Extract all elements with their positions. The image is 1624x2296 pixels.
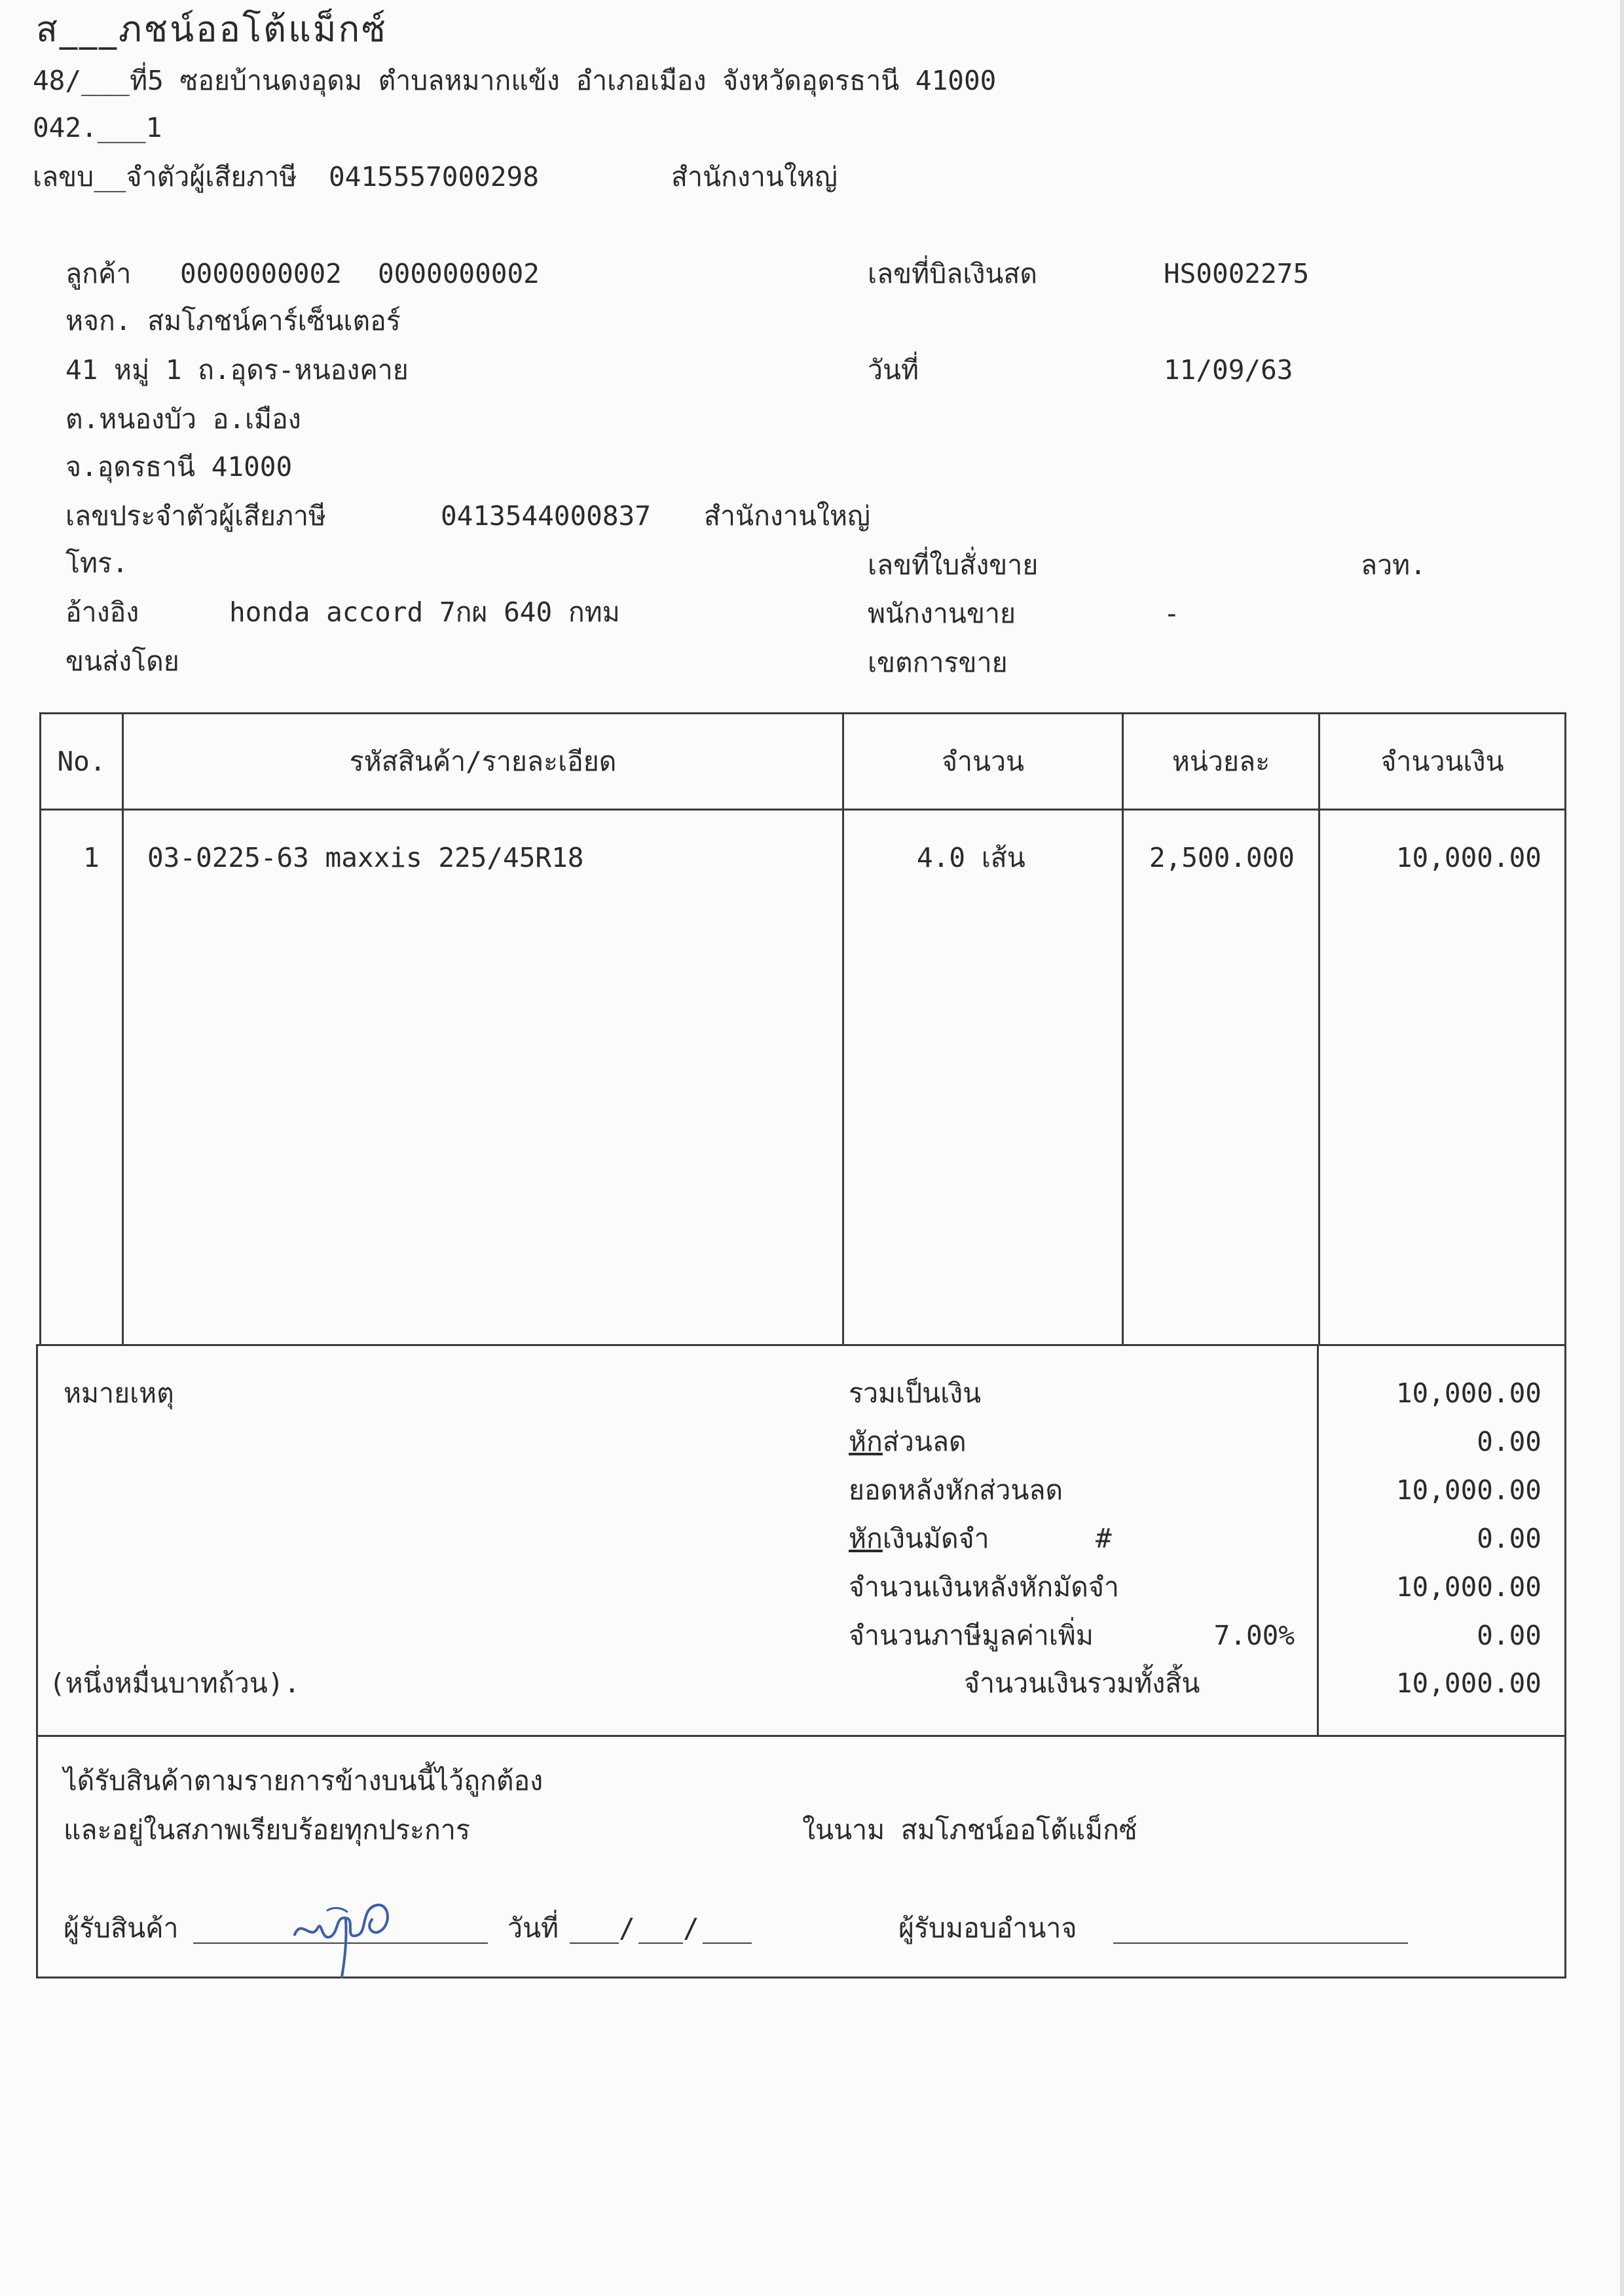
after-discount-label: ยอดหลังหักส่วนลด bbox=[849, 1474, 1063, 1506]
header-quantity: จำนวน bbox=[941, 746, 1025, 777]
header-no: No. bbox=[57, 746, 106, 777]
bill-date-label: วันที่ bbox=[868, 354, 919, 386]
vat-rate: 7.00% bbox=[1213, 1620, 1295, 1651]
company-branch: สำนักงานใหญ่ bbox=[671, 161, 838, 192]
salesperson-value: - bbox=[1164, 598, 1180, 629]
received-statement-2: และอยู่ในสภาพเรียบร้อยทุกประการ bbox=[64, 1814, 470, 1846]
deposit-value: 0.00 bbox=[1477, 1523, 1541, 1554]
discount-value: 0.00 bbox=[1477, 1426, 1541, 1457]
bill-date: 11/09/63 bbox=[1164, 354, 1293, 386]
column-divider bbox=[1122, 712, 1124, 1346]
row-no: 1 bbox=[83, 842, 100, 873]
on-behalf-of: ในนาม สมโภชน์ออโต้แม็กซ์ bbox=[802, 1814, 1137, 1846]
row-unit-price: 2,500.000 bbox=[1149, 842, 1295, 873]
receive-date-month-line bbox=[638, 1942, 683, 1944]
items-table bbox=[39, 712, 1566, 1346]
handwritten-signature bbox=[282, 1879, 413, 1984]
summary-column-divider bbox=[1317, 1344, 1319, 1736]
customer-address-3: จ.อุดรธานี 41000 bbox=[65, 451, 293, 483]
customer-label: ลูกค้า bbox=[65, 258, 132, 289]
customer-code-1: 0000000002 bbox=[180, 258, 342, 289]
column-divider bbox=[1318, 712, 1320, 1346]
row-amount: 10,000.00 bbox=[1395, 842, 1541, 873]
deposit-label bbox=[849, 1525, 989, 1552]
customer-code-2: 0000000002 bbox=[378, 258, 540, 289]
customer-name: หจก. สมโภชน์คาร์เซ็นเตอร์ bbox=[65, 305, 401, 337]
company-phone: 042.___1 bbox=[33, 112, 162, 143]
deposit-hash: # bbox=[1096, 1523, 1112, 1554]
remark-label: หมายเหตุ bbox=[64, 1377, 174, 1409]
date-slash: / bbox=[619, 1912, 635, 1944]
total-label: รวมเป็นเงิน bbox=[849, 1377, 982, 1409]
receive-date-day-line bbox=[570, 1942, 619, 1944]
column-divider bbox=[122, 712, 124, 1346]
receiver-label: ผู้รับสินค้า bbox=[64, 1912, 179, 1944]
amount-in-words: (หนึ่งหมื่นบาทถ้วน). bbox=[49, 1667, 301, 1699]
receive-date-label: วันที่ bbox=[507, 1912, 559, 1944]
customer-address-2: ต.หนองบัว อ.เมือง bbox=[65, 403, 301, 435]
after-discount-value: 10,000.00 bbox=[1395, 1474, 1541, 1506]
company-tax-label: เลขบ__จำตัวผู้เสียภาษี bbox=[33, 161, 297, 192]
column-divider bbox=[842, 712, 844, 1346]
authorized-signature-line bbox=[1113, 1942, 1408, 1944]
header-unit-price: หน่วยละ bbox=[1172, 746, 1270, 777]
discount-label bbox=[849, 1426, 967, 1457]
after-deposit-label: จำนวนเงินหลังหักมัดจำ bbox=[849, 1571, 1119, 1603]
authorized-label: ผู้รับมอบอำนาจ bbox=[898, 1912, 1077, 1944]
table-header-divider bbox=[39, 809, 1566, 811]
after-deposit-value: 10,000.00 bbox=[1395, 1571, 1541, 1603]
sales-order-label: เลขที่ใบสั่งขาย bbox=[868, 549, 1039, 581]
deposit-label-prefix: หัก bbox=[849, 1523, 883, 1554]
vat-label: จำนวนภาษีมูลค่าเพิ่ม bbox=[849, 1620, 1094, 1651]
customer-address-1: 41 หมู่ 1 ถ.อุดร-หนองคาย bbox=[65, 354, 409, 386]
header-description: รหัสสินค้า/รายละเอียด bbox=[349, 746, 617, 777]
company-address: 48/___ที่5 ซอยบ้านดงอุดม ตำบลหมากแข้ง อำเภอเมือง จังหวัดอุดรธานี 41000 bbox=[33, 65, 997, 96]
discount-label-text: ส่วนลด bbox=[882, 1426, 967, 1457]
grand-total-value: 10,000.00 bbox=[1395, 1667, 1541, 1699]
bill-number-label: เลขที่บิลเงินสด bbox=[868, 258, 1038, 289]
scan-edge bbox=[1620, 0, 1624, 2296]
company-name: ส___ภชน์ออโต้แม็กซ์ bbox=[36, 9, 388, 50]
customer-tax-id: 0413544000837 bbox=[441, 500, 651, 532]
customer-phone-label: โทร. bbox=[65, 547, 128, 579]
reference-value: honda accord 7กผ 640 กทม bbox=[229, 596, 620, 628]
total-value: 10,000.00 bbox=[1395, 1377, 1541, 1409]
row-description: 03-0225-63 maxxis 225/45R18 bbox=[147, 842, 584, 873]
company-tax-id: 0415557000298 bbox=[329, 161, 539, 192]
bill-number: HS0002275 bbox=[1164, 258, 1310, 289]
grand-total-label: จำนวนเงินรวมทั้งสิ้น bbox=[964, 1667, 1200, 1699]
sales-order-value: ลวท. bbox=[1361, 549, 1426, 581]
customer-tax-label: เลขประจำตัวผู้เสียภาษี bbox=[65, 500, 327, 532]
receive-date-year-line bbox=[703, 1942, 752, 1944]
shipping-label: ขนส่งโดย bbox=[65, 646, 179, 677]
header-amount: จำนวนเงิน bbox=[1380, 746, 1504, 777]
salesperson-label: พนักงานขาย bbox=[868, 598, 1016, 629]
deposit-label-text: เงินมัดจำ bbox=[882, 1523, 989, 1554]
sales-area-label: เขตการขาย bbox=[868, 647, 1008, 678]
row-quantity: 4.0 เส้น bbox=[917, 842, 1025, 873]
reference-label: อ้างอิง bbox=[65, 596, 139, 628]
vat-value: 0.00 bbox=[1477, 1620, 1541, 1651]
discount-label-prefix: หัก bbox=[849, 1426, 883, 1457]
received-statement-1: ได้รับสินค้าตามรายการข้างบนนี้ไว้ถูกต้อง bbox=[64, 1765, 544, 1796]
customer-branch: สำนักงานใหญ่ bbox=[704, 500, 870, 532]
date-slash: / bbox=[683, 1912, 699, 1944]
